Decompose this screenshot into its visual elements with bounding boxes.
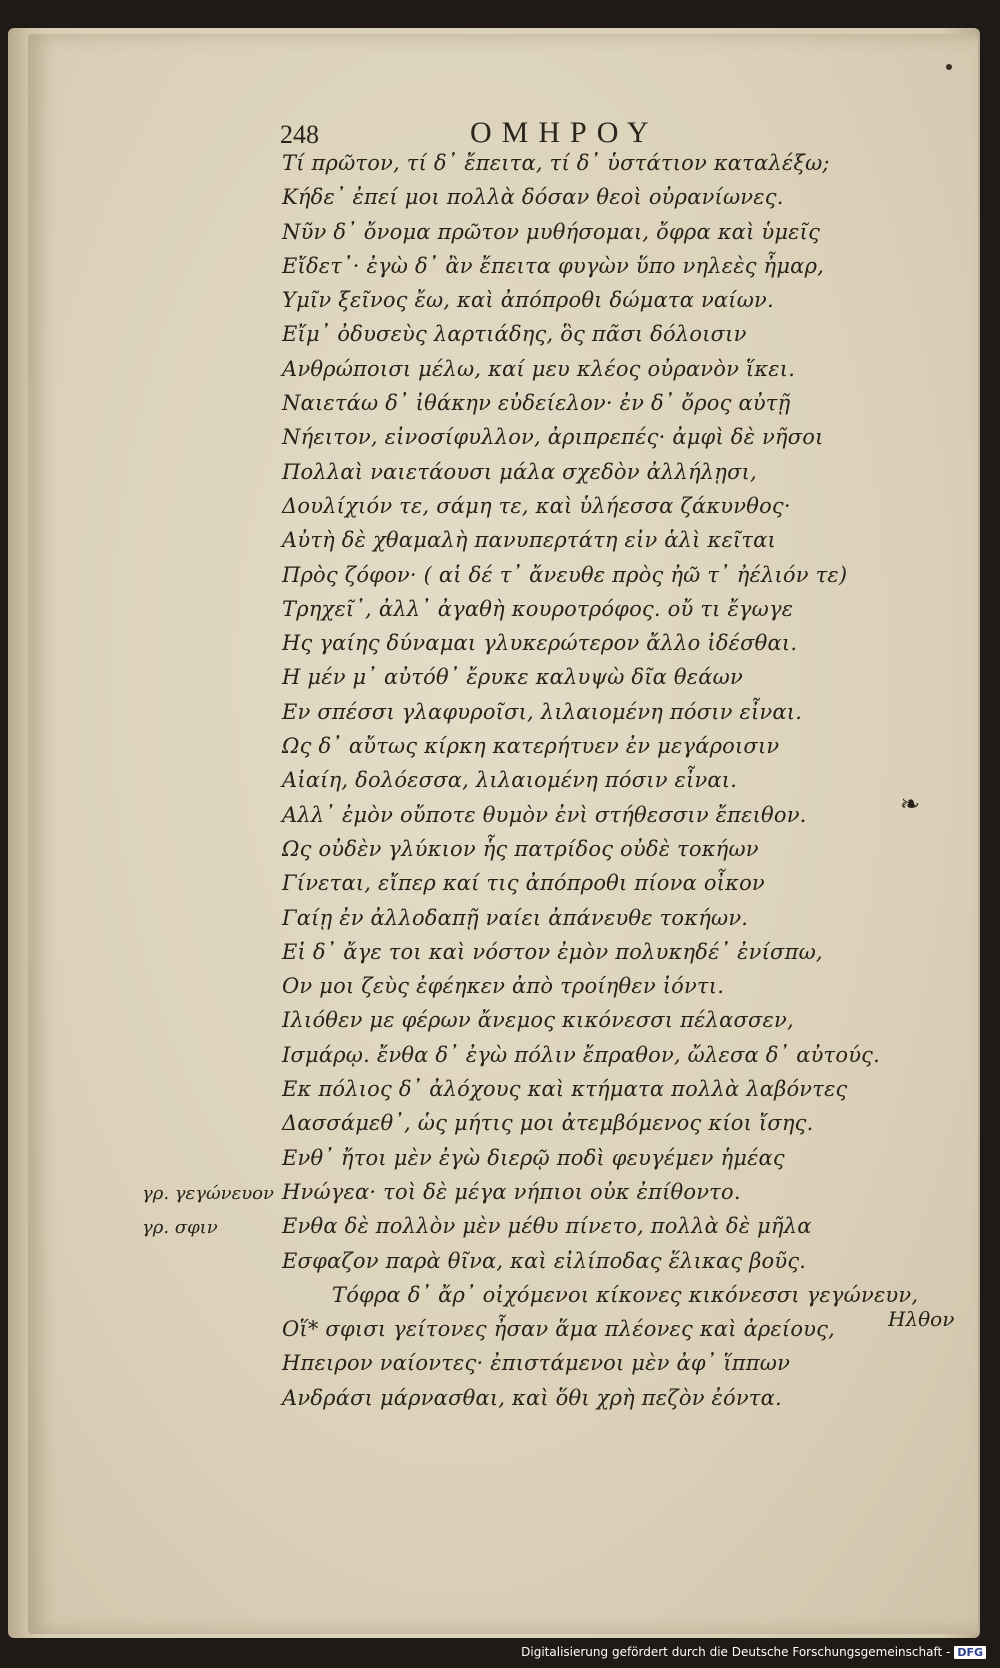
verse-line: Οἵ* σφισι γείτονες ἦσαν ἅμα πλέονες καὶ ἀρείους, [282, 1317, 835, 1342]
verse-line: Τί πρῶτον, τί δ᾽ ἔπειτα, τί δ᾽ ὑστάτιον καταλέξω; [282, 151, 830, 175]
marginal-notes [142, 1177, 282, 1246]
page-number: 248 [280, 120, 319, 149]
verse-line: Εἴδετ᾽· ἐγὼ δ᾽ ἂν ἔπειτα φυγὼν ὕπο νηλεὲς ἦμαρ, [282, 253, 824, 278]
verse-line: Αλλ᾽ ἐμὸν οὔποτε θυμὸν ἐνὶ στήθεσσιν ἔπειθον. [282, 802, 807, 827]
verse-list [282, 146, 962, 1415]
verse-line: Ενθα δὲ πολλὸν μὲν μέθυ πίνετο, πολλὰ δὲ μῆλα [282, 1214, 812, 1239]
verse-line: Γίνεται, εἴπερ καί τις ἀπόπροθι πίονα οἶκον [282, 871, 765, 896]
verse-line: Πρὸς ζόφον· ( αἱ δέ τ᾽ ἄνευθε πρὸς ἠῶ τ᾽ ἠέλιόν τε) [282, 562, 848, 587]
verse-line: Γαίῃ ἐν ἀλλοδαπῇ ναίει ἀπάνευθε τοκήων. [282, 905, 749, 930]
verse-line: Ηπειρον ναίοντες· ἐπιστάμενοι μὲν ἀφ᾽ ἵππων [282, 1351, 791, 1376]
verse-line: Ανθρώποισι μέλω, καί μευ κλέος οὐρανὸν ἵκει. [282, 356, 796, 381]
verse-line: Κήδε᾽ ἐπεί μοι πολλὰ δόσαν θεοὶ οὐρανίωνες. [282, 185, 784, 210]
verse-line: Εν σπέσσι γλαφυροῖσι, λιλαιομένη πόσιν εἶναι. [282, 699, 803, 724]
marginal-note: γρ. γεγώνευον [142, 1183, 274, 1204]
verse-line: Αὐτὴ δὲ χθαμαλὴ πανυπερτάτη εἰν ἁλὶ κεῖται [282, 528, 776, 553]
verse-line: Δασσάμεθ᾽, ὡς μήτις μοι ἀτεμβόμενος κίοι ἴσης. [282, 1111, 814, 1136]
marginal-note: γρ. σφιν [142, 1217, 218, 1239]
verse-line: Εκ πόλιος δ᾽ ἀλόχους καὶ κτήματα πολλὰ λαβόντες [282, 1077, 848, 1102]
verse-line: Ανδράσι μάρνασθαι, καὶ ὅθι χρὴ πεζὸν ἐόντα. [282, 1385, 782, 1410]
verse-line: Δουλίχιόν τε, σάμη τε, καὶ ὑλήεσσα ζάκυνθος· [282, 493, 791, 518]
dfg-logo: DFG [954, 1646, 986, 1659]
verse-line: Νήειτον, εἰνοσίφυλλον, ἀριπρεπές· ἀμφὶ δὲ νῆσοι [282, 425, 824, 450]
verse-line: Ιλιόθεν με φέρων ἄνεμος κικόνεσσι πέλασσεν, [282, 1008, 794, 1033]
verse-line: Ναιετάω δ᾽ ἰθάκην εὐδείελον· ἐν δ᾽ ὄρος αὐτῇ [282, 391, 791, 416]
verse-line: Ηνώγεα· τοὶ δὲ μέγα νήπιοι οὐκ ἐπίθοντο. [282, 1179, 741, 1204]
verse-line: Αἰαίη, δολόεσσα, λιλαιομένη πόσιν εἶναι. [282, 768, 738, 793]
verse-line: Εσφαζον παρὰ θῖνα, καὶ εἰλίποδας ἕλικας βοῦς. [282, 1248, 807, 1273]
verse-line: Η μέν μ᾽ αὐτόθ᾽ ἔρυκε καλυψὼ δῖα θεάων [282, 665, 743, 690]
verse-line: Εἰ δ᾽ ἄγε τοι καὶ νόστον ἐμὸν πολυκηδέ᾽ ἐνίσπω, [282, 939, 823, 964]
verse-line: Υμῖν ξεῖνος ἔω, καὶ ἀπόπροθι δώματα ναίων. [282, 288, 774, 313]
verse-line: Ως οὐδὲν γλύκιον ἧς πατρίδος οὐδὲ τοκήων [282, 836, 759, 861]
verse-line: Ης γαίης δύναμαι γλυκερώτερον ἄλλο ἰδέσθαι. [282, 631, 798, 656]
footer-credit-text: Digitalisierung gefördert durch die Deutsche Forschungsgemeinschaft - [521, 1645, 951, 1659]
verse-line: Ενθ᾽ ἤτοι μὲν ἐγὼ διερῷ ποδὶ φευγέμεν ἡμέας [282, 1145, 785, 1170]
catchword: Ηλθον [888, 1307, 955, 1331]
verse-line: Ως δ᾽ αὔτως κίρκη κατερήτυεν ἐν μεγάροισιν [282, 734, 780, 759]
verse-line: Τρηχεῖ᾽, ἀλλ᾽ ἀγαθὴ κουροτρόφος. οὔ τι ἔγωγε [282, 596, 794, 621]
verse-line: Ον μοι ζεὺς ἐφέηκεν ἀπὸ τροίηθεν ἰόντι. [282, 974, 725, 999]
verse-line: Νῦν δ᾽ ὄνομα πρῶτον μυθήσομαι, ὄφρα καὶ ὑμεῖς [282, 219, 821, 244]
book-title: ΟΜΗΡΟΥ [470, 116, 659, 149]
verse-line: Πολλαὶ ναιετάουσι μάλα σχεδὸν ἀλλήλῃσι, [282, 459, 757, 484]
footer-credit [521, 1642, 986, 1662]
verse-line: Τόφρα δ᾽ ἄρ᾽ οἰχόμενοι κίκονες κικόνεσσι γεγώνευν, [332, 1282, 919, 1307]
verse-line: Εἴμ᾽ ὀδυσεὺς λαρτιάδης, ὃς πᾶσι δόλοισιν [282, 322, 747, 347]
ink-spot [946, 64, 952, 70]
verse-line: Ισμάρῳ. ἔνθα δ᾽ ἐγὼ πόλιν ἔπραθον, ὤλεσα δ᾽ αὐτούς. [282, 1042, 881, 1067]
ornament-mark: ❧ [900, 790, 921, 818]
